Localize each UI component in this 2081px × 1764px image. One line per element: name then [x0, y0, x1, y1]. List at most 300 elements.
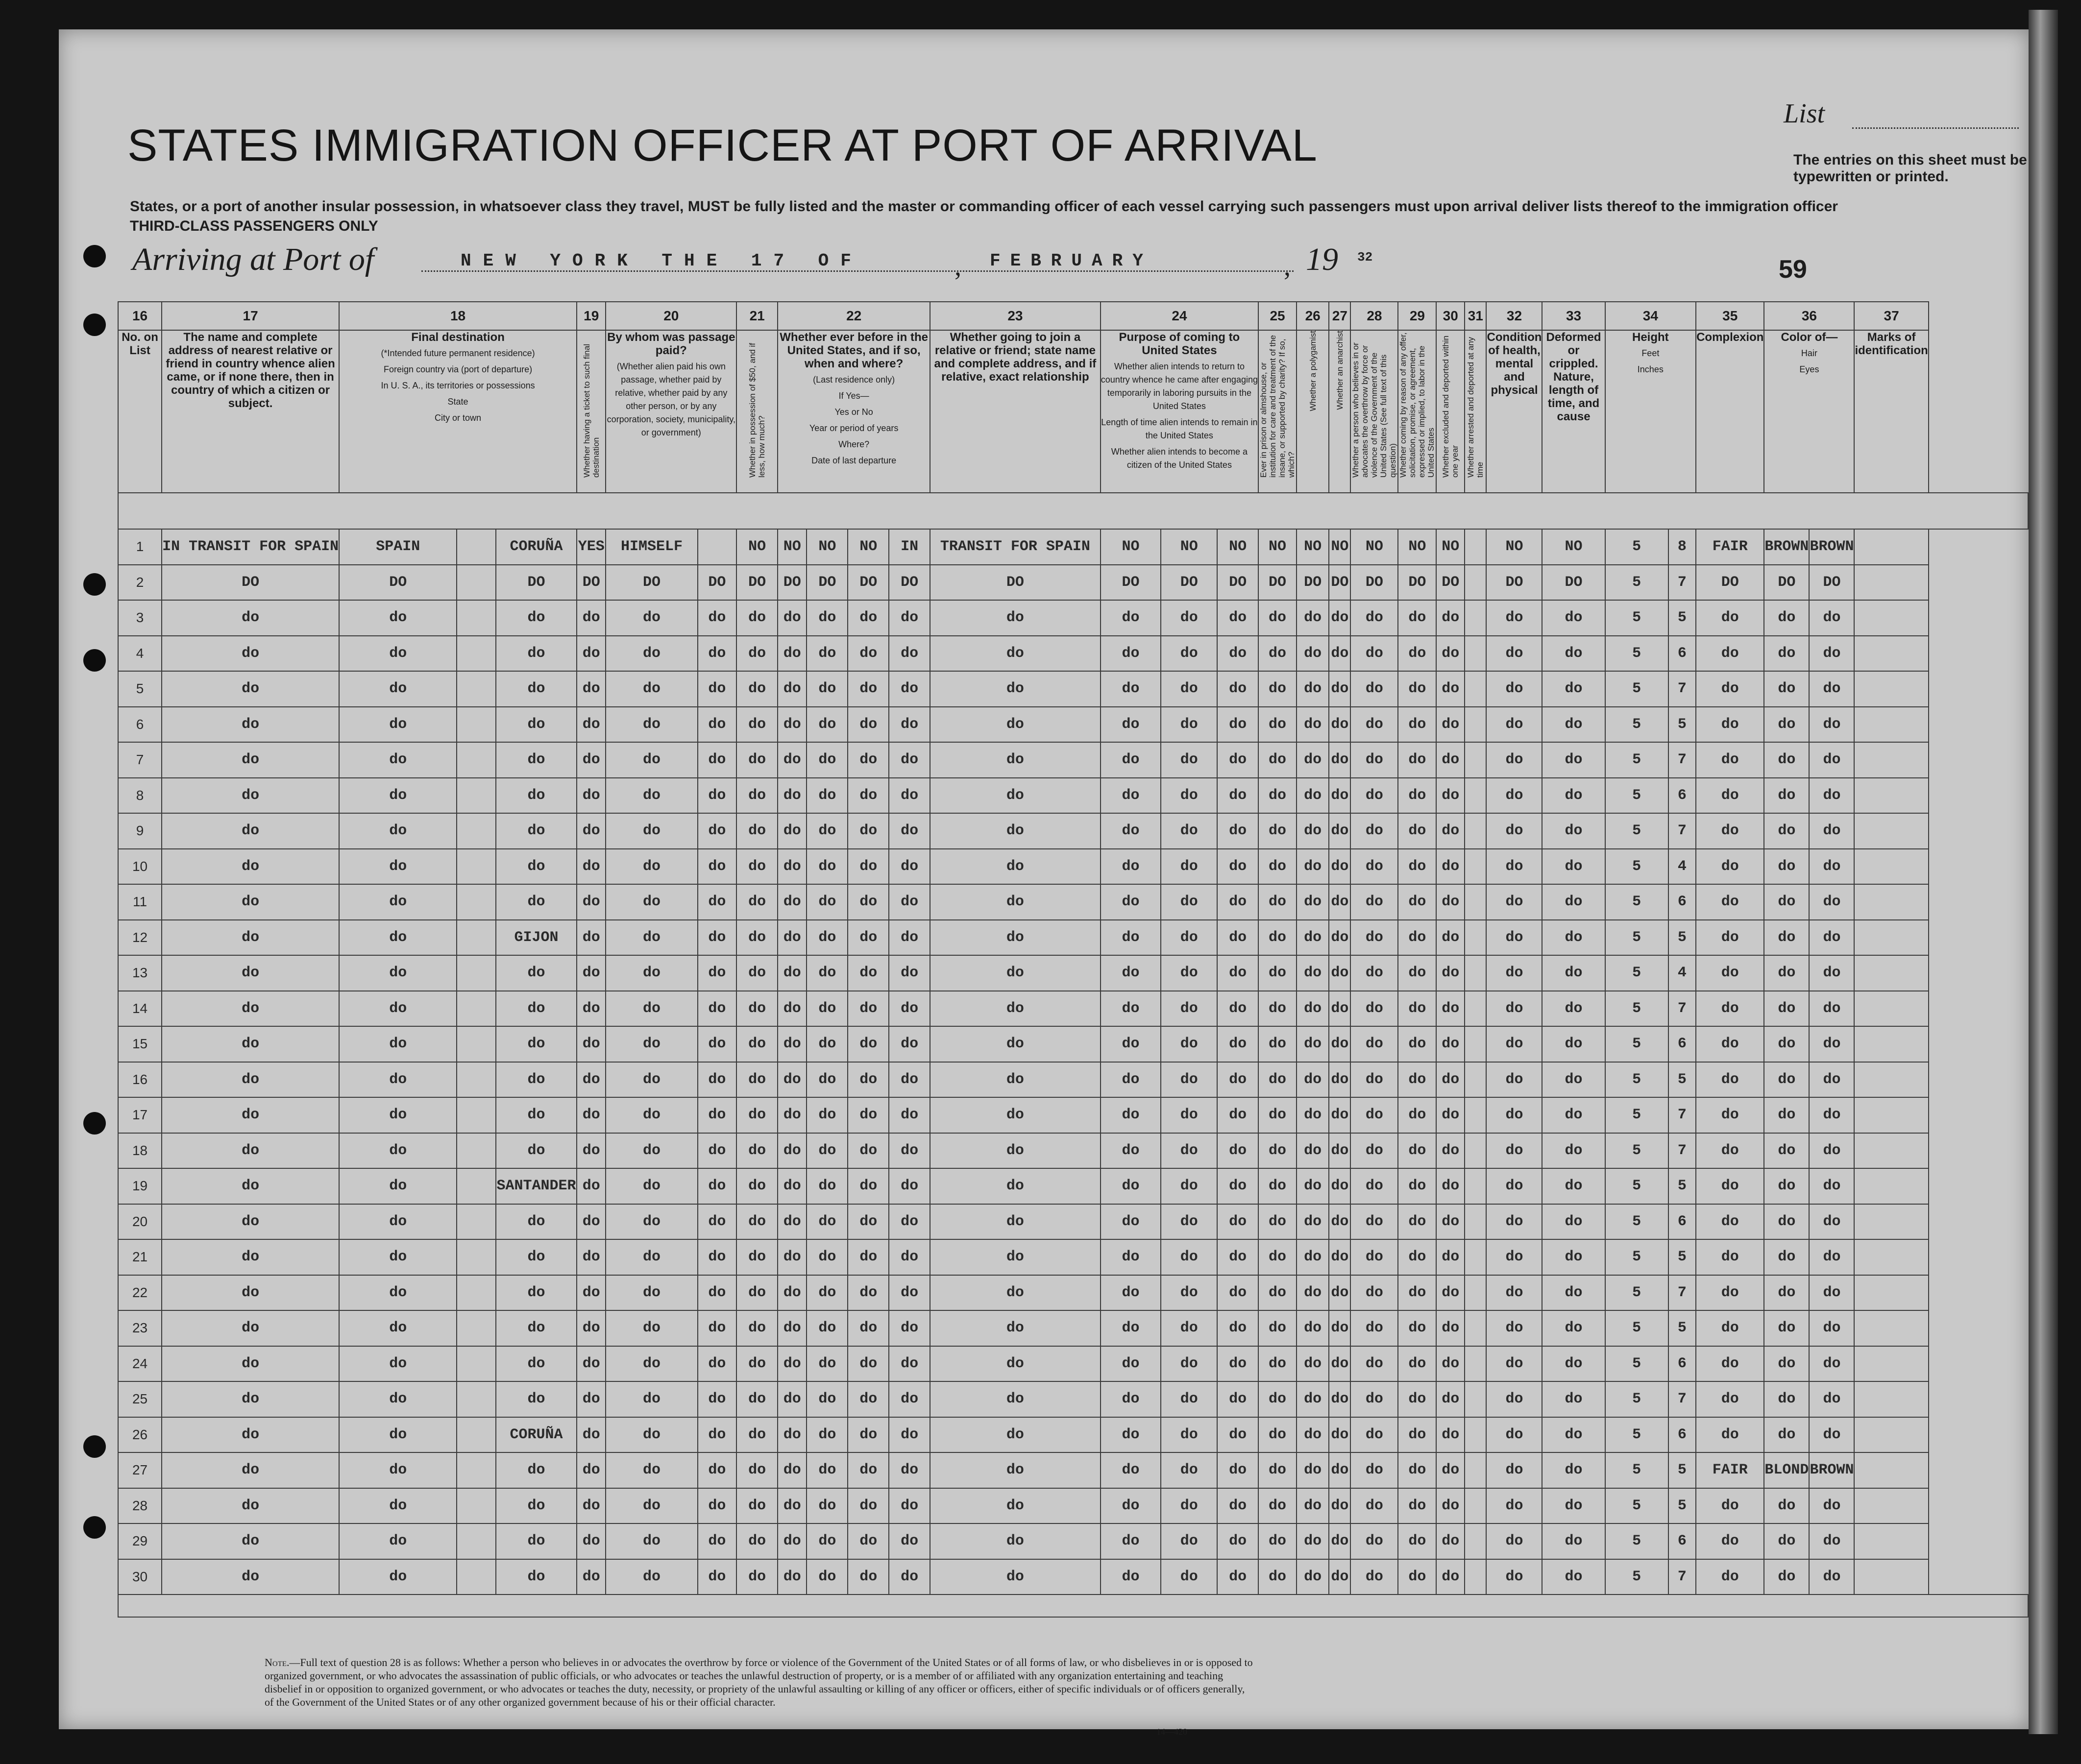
- cell-ticket: do: [577, 742, 606, 778]
- cell-departure: IN: [889, 529, 930, 565]
- cell-n: 21: [118, 1239, 162, 1275]
- cell-inches: 5: [1668, 1488, 1696, 1524]
- cell-p2: do: [1161, 600, 1217, 636]
- cell-c30: do: [1436, 1133, 1465, 1169]
- cell-money: do: [736, 1239, 778, 1275]
- col-number: 37: [1854, 302, 1928, 330]
- cell-p3: do: [1217, 1168, 1258, 1204]
- cell-health: do: [1486, 955, 1542, 991]
- cell-before: do: [778, 600, 807, 636]
- cell-marks: [1854, 600, 1928, 636]
- cell-departure: do: [889, 920, 930, 956]
- cell-state: [457, 884, 496, 920]
- table-end-cell: [118, 1595, 2028, 1617]
- cell-p1: do: [1101, 920, 1161, 956]
- cell-c30: do: [1436, 1310, 1465, 1346]
- cell-c29: do: [1398, 1488, 1436, 1524]
- cell-before: do: [778, 1523, 807, 1559]
- cell-c31: [1465, 991, 1486, 1027]
- cell-departure: do: [889, 813, 930, 849]
- cell-health: do: [1486, 1559, 1542, 1595]
- cell-c30: do: [1436, 849, 1465, 885]
- cell-money: do: [736, 1346, 778, 1382]
- cell-ticket: do: [577, 1239, 606, 1275]
- note-text: —Full text of question 28 is as follows: Whether a person who believes in or advocates the overthrow by force or violence of the Government of the United States or of all forms of law, or who disbelieves in or is opposed to organized government, or who advocates the assassination of public officials, or who advocates or teaches the unlawful destruction of property, or is a member of or affiliated with any organization entertaining and teaching disbelief in or opposition to organized government, or who advocates or teaches the duty, necessity, or propriety of the unlawful assaulting or killing of any officer or officers, either of specific individuals or of officers generally, of the Government of the United States or of any other organized government because of his or their official character.: [265, 1656, 1253, 1708]
- cell-c28: do: [1350, 671, 1398, 707]
- cell-health: do: [1486, 1523, 1542, 1559]
- cell-c29: do: [1398, 1026, 1436, 1062]
- cell-departure: do: [889, 742, 930, 778]
- cell-deformed: do: [1542, 1133, 1605, 1169]
- cell-health: do: [1486, 1310, 1542, 1346]
- cell-c26: NO: [1297, 529, 1329, 565]
- cell-city: do: [496, 1133, 577, 1169]
- cell-n: 16: [118, 1062, 162, 1098]
- table-row: [118, 955, 2028, 991]
- cell-joining: do: [930, 1559, 1101, 1595]
- cell-inches: 7: [1668, 813, 1696, 849]
- cell-p1: do: [1101, 991, 1161, 1027]
- cell-deformed: do: [1542, 1346, 1605, 1382]
- cell-relative: do: [162, 1062, 339, 1098]
- cell-deformed: do: [1542, 778, 1605, 814]
- cell-deformed: DO: [1542, 565, 1605, 601]
- cell-rel2: do: [698, 1452, 736, 1488]
- cell-inches: 6: [1668, 884, 1696, 920]
- cell-c29: do: [1398, 707, 1436, 743]
- cell-state: [457, 565, 496, 601]
- cell-inches: 7: [1668, 1133, 1696, 1169]
- cell-money: do: [736, 1204, 778, 1240]
- cell-paid: do: [606, 1523, 697, 1559]
- cell-eyes: do: [1809, 636, 1854, 672]
- cell-c29: do: [1398, 1239, 1436, 1275]
- cell-c29: do: [1398, 1559, 1436, 1595]
- cell-paid: do: [606, 1275, 697, 1311]
- cell-p2: do: [1161, 1026, 1217, 1062]
- cell-paid: do: [606, 991, 697, 1027]
- cell-rel2: do: [698, 1133, 736, 1169]
- list-label: List: [1784, 98, 1825, 129]
- cell-paid: do: [606, 1026, 697, 1062]
- cell-c31: [1465, 1346, 1486, 1382]
- heading-color: [1764, 330, 1854, 493]
- cell-departure: do: [889, 1275, 930, 1311]
- cell-c28: do: [1350, 1417, 1398, 1453]
- passenger-class: THIRD-CLASS PASSENGERS ONLY: [130, 218, 378, 234]
- cell-p2: do: [1161, 884, 1217, 920]
- cell-c31: [1465, 1417, 1486, 1453]
- cell-p3: do: [1217, 1275, 1258, 1311]
- cell-state: [457, 1523, 496, 1559]
- cell-via: do: [339, 884, 457, 920]
- cell-where: do: [848, 742, 889, 778]
- cell-marks: [1854, 1133, 1928, 1169]
- cell-eyes: do: [1809, 955, 1854, 991]
- cell-city: GIJON: [496, 920, 577, 956]
- cell-money: do: [736, 1381, 778, 1417]
- cell-n: 22: [118, 1275, 162, 1311]
- cell-p2: do: [1161, 813, 1217, 849]
- cell-where: do: [848, 1559, 889, 1595]
- cell-rel2: do: [698, 1275, 736, 1311]
- cell-ticket: do: [577, 1275, 606, 1311]
- cell-where: do: [848, 1488, 889, 1524]
- cell-c26: do: [1297, 778, 1329, 814]
- cell-years: do: [807, 849, 848, 885]
- cell-c27: do: [1329, 1204, 1350, 1240]
- heading-foreign-country: Foreign country via (port of departure): [383, 364, 533, 374]
- cell-p1: do: [1101, 1026, 1161, 1062]
- cell-n: 14: [118, 991, 162, 1027]
- cell-p3: do: [1217, 1523, 1258, 1559]
- cell-n: 10: [118, 849, 162, 885]
- cell-complexion: do: [1696, 1417, 1764, 1453]
- cell-complexion: do: [1696, 1275, 1764, 1311]
- cell-ticket: do: [577, 707, 606, 743]
- cell-ticket: do: [577, 1133, 606, 1169]
- cell-c28: do: [1350, 1381, 1398, 1417]
- heading-ever-before-title: Whether ever before in the United States, and if so, when and where?: [780, 331, 928, 370]
- cell-paid: do: [606, 1133, 697, 1169]
- col-number: 28: [1350, 302, 1398, 330]
- cell-before: do: [778, 1381, 807, 1417]
- cell-eyes: do: [1809, 1417, 1854, 1453]
- cell-c31: [1465, 1452, 1486, 1488]
- heading-feet: Feet: [1641, 348, 1660, 358]
- cell-money: do: [736, 955, 778, 991]
- heading-last-departure: Date of last departure: [811, 456, 897, 465]
- heading-excluded: [1436, 330, 1465, 493]
- cell-deformed: do: [1542, 707, 1605, 743]
- cell-p1: do: [1101, 1097, 1161, 1133]
- cell-ticket: do: [577, 1062, 606, 1098]
- cell-n: 28: [118, 1488, 162, 1524]
- cell-p1: do: [1101, 1310, 1161, 1346]
- cell-state: [457, 1346, 496, 1382]
- cell-deformed: do: [1542, 1204, 1605, 1240]
- cell-before: do: [778, 1488, 807, 1524]
- cell-c29: do: [1398, 920, 1436, 956]
- cell-marks: [1854, 1381, 1928, 1417]
- cell-money: do: [736, 1062, 778, 1098]
- cell-c26: do: [1297, 955, 1329, 991]
- heading-purpose-title: Purpose of coming to United States: [1119, 331, 1240, 357]
- cell-p3: NO: [1217, 529, 1258, 565]
- cell-city: do: [496, 1523, 577, 1559]
- year-suffix: 32: [1357, 250, 1373, 265]
- cell-money: do: [736, 1168, 778, 1204]
- cell-health: do: [1486, 884, 1542, 920]
- cell-p3: do: [1217, 636, 1258, 672]
- cell-relative: do: [162, 742, 339, 778]
- cell-years: do: [807, 955, 848, 991]
- cell-rel2: do: [698, 813, 736, 849]
- col-number: 21: [736, 302, 778, 330]
- cell-where: do: [848, 1346, 889, 1382]
- cell-c30: do: [1436, 920, 1465, 956]
- cell-years: do: [807, 813, 848, 849]
- cell-marks: [1854, 671, 1928, 707]
- cell-years: do: [807, 1275, 848, 1311]
- cell-relative: do: [162, 849, 339, 885]
- cell-c28: do: [1350, 813, 1398, 849]
- cell-joining: do: [930, 884, 1101, 920]
- cell-where: do: [848, 1381, 889, 1417]
- cell-c31: [1465, 671, 1486, 707]
- cell-c28: do: [1350, 636, 1398, 672]
- cell-departure: do: [889, 778, 930, 814]
- cell-c30: do: [1436, 955, 1465, 991]
- cell-deformed: do: [1542, 742, 1605, 778]
- cell-city: do: [496, 1452, 577, 1488]
- cell-p1: do: [1101, 884, 1161, 920]
- cell-c25: do: [1258, 920, 1297, 956]
- cell-departure: do: [889, 1204, 930, 1240]
- cell-c31: [1465, 778, 1486, 814]
- cell-relative: do: [162, 1097, 339, 1133]
- cell-rel2: do: [698, 991, 736, 1027]
- cell-ticket: do: [577, 813, 606, 849]
- cell-p2: do: [1161, 778, 1217, 814]
- cell-years: do: [807, 600, 848, 636]
- cell-feet: 5: [1605, 1417, 1668, 1453]
- manifest-sheet: [59, 29, 2029, 1737]
- cell-p2: do: [1161, 636, 1217, 672]
- cell-health: do: [1486, 813, 1542, 849]
- cell-n: 26: [118, 1417, 162, 1453]
- cell-c27: do: [1329, 1133, 1350, 1169]
- cell-where: do: [848, 1417, 889, 1453]
- cell-years: do: [807, 1310, 848, 1346]
- heading-complexion: Complexion: [1696, 330, 1764, 493]
- cell-paid: do: [606, 849, 697, 885]
- cell-joining: do: [930, 1204, 1101, 1240]
- cell-c27: do: [1329, 636, 1350, 672]
- cell-relative: do: [162, 991, 339, 1027]
- cell-n: 15: [118, 1026, 162, 1062]
- cell-ticket: do: [577, 920, 606, 956]
- cell-p1: do: [1101, 1062, 1161, 1098]
- page-title: STATES IMMIGRATION OFFICER AT PORT OF ARRIVAL: [127, 121, 1318, 170]
- cell-ticket: do: [577, 1097, 606, 1133]
- cell-p1: do: [1101, 1204, 1161, 1240]
- cell-joining: do: [930, 1488, 1101, 1524]
- cell-feet: 5: [1605, 1133, 1668, 1169]
- cell-p3: do: [1217, 813, 1258, 849]
- cell-rel2: do: [698, 1026, 736, 1062]
- cell-rel2: do: [698, 671, 736, 707]
- cell-paid: do: [606, 742, 697, 778]
- cell-via: do: [339, 1381, 457, 1417]
- cell-n: 11: [118, 884, 162, 920]
- cell-inches: 7: [1668, 1559, 1696, 1595]
- heading-health: Condition of health, mental and physical: [1486, 330, 1542, 493]
- cell-via: do: [339, 1417, 457, 1453]
- cell-relative: DO: [162, 565, 339, 601]
- cell-money: do: [736, 600, 778, 636]
- heading-money: [736, 330, 778, 493]
- cell-c25: do: [1258, 1452, 1297, 1488]
- cell-departure: do: [889, 1417, 930, 1453]
- cell-years: do: [807, 1026, 848, 1062]
- cell-complexion: do: [1696, 1097, 1764, 1133]
- cell-hair: do: [1764, 955, 1809, 991]
- cell-city: SANTANDER: [496, 1168, 577, 1204]
- cell-years: do: [807, 1523, 848, 1559]
- cell-departure: do: [889, 1062, 930, 1098]
- cell-c26: do: [1297, 920, 1329, 956]
- cell-paid: do: [606, 1488, 697, 1524]
- cell-p1: do: [1101, 813, 1161, 849]
- passenger-rows: [118, 529, 2028, 1595]
- cell-ticket: do: [577, 884, 606, 920]
- cell-c26: do: [1297, 1488, 1329, 1524]
- cell-deformed: do: [1542, 1275, 1605, 1311]
- cell-where: do: [848, 778, 889, 814]
- cell-city: do: [496, 1310, 577, 1346]
- cell-c28: do: [1350, 707, 1398, 743]
- col-number: 23: [930, 302, 1101, 330]
- cell-marks: [1854, 1417, 1928, 1453]
- col-number: 29: [1398, 302, 1436, 330]
- cell-c27: do: [1329, 742, 1350, 778]
- cell-c27: do: [1329, 600, 1350, 636]
- cell-rel2: do: [698, 636, 736, 672]
- table-row: [118, 1062, 2028, 1098]
- cell-ticket: do: [577, 1310, 606, 1346]
- cell-departure: do: [889, 1346, 930, 1382]
- cell-p2: do: [1161, 1310, 1217, 1346]
- cell-deformed: NO: [1542, 529, 1605, 565]
- cell-hair: do: [1764, 636, 1809, 672]
- cell-c30: do: [1436, 1417, 1465, 1453]
- cell-n: 25: [118, 1381, 162, 1417]
- cell-p3: do: [1217, 1559, 1258, 1595]
- cell-eyes: do: [1809, 1346, 1854, 1382]
- cell-marks: [1854, 1488, 1928, 1524]
- heading-final-destination-sub: (*Intended future permanent residence): [381, 348, 535, 358]
- cell-where: NO: [848, 529, 889, 565]
- cell-c28: do: [1350, 920, 1398, 956]
- cell-via: do: [339, 849, 457, 885]
- cell-before: do: [778, 955, 807, 991]
- cell-via: SPAIN: [339, 529, 457, 565]
- cell-c29: do: [1398, 813, 1436, 849]
- cell-feet: 5: [1605, 1062, 1668, 1098]
- cell-deformed: do: [1542, 849, 1605, 885]
- table-row: [118, 742, 2028, 778]
- cell-relative: do: [162, 1310, 339, 1346]
- heading-ticket: [577, 330, 606, 493]
- cell-p2: do: [1161, 991, 1217, 1027]
- cell-city: do: [496, 1488, 577, 1524]
- cell-hair: do: [1764, 1062, 1809, 1098]
- cell-city: do: [496, 849, 577, 885]
- cell-ticket: YES: [577, 529, 606, 565]
- cell-state: [457, 707, 496, 743]
- cell-ticket: do: [577, 1204, 606, 1240]
- cell-city: do: [496, 636, 577, 672]
- cell-complexion: do: [1696, 1133, 1764, 1169]
- cell-before: do: [778, 1062, 807, 1098]
- table-row: [118, 600, 2028, 636]
- cell-ticket: do: [577, 1523, 606, 1559]
- cell-marks: [1854, 920, 1928, 956]
- cell-years: do: [807, 1381, 848, 1417]
- cell-ticket: do: [577, 1417, 606, 1453]
- cell-before: do: [778, 1452, 807, 1488]
- cell-inches: 7: [1668, 565, 1696, 601]
- cell-money: do: [736, 1559, 778, 1595]
- cell-health: NO: [1486, 529, 1542, 565]
- cell-via: do: [339, 920, 457, 956]
- cell-deformed: do: [1542, 1097, 1605, 1133]
- cell-state: [457, 742, 496, 778]
- cell-p2: do: [1161, 920, 1217, 956]
- cell-city: do: [496, 778, 577, 814]
- cell-where: do: [848, 884, 889, 920]
- cell-before: do: [778, 1097, 807, 1133]
- cell-c31: [1465, 529, 1486, 565]
- cell-complexion: do: [1696, 1488, 1764, 1524]
- cell-via: do: [339, 742, 457, 778]
- cell-eyes: do: [1809, 1381, 1854, 1417]
- cell-c25: do: [1258, 1026, 1297, 1062]
- cell-c28: do: [1350, 1523, 1398, 1559]
- cell-relative: do: [162, 955, 339, 991]
- cell-health: do: [1486, 920, 1542, 956]
- cell-c25: do: [1258, 1204, 1297, 1240]
- cell-where: do: [848, 1097, 889, 1133]
- table-row: [118, 671, 2028, 707]
- cell-p1: do: [1101, 671, 1161, 707]
- cell-feet: 5: [1605, 778, 1668, 814]
- cell-money: do: [736, 884, 778, 920]
- cell-departure: do: [889, 1168, 930, 1204]
- cell-joining: do: [930, 600, 1101, 636]
- cell-complexion: do: [1696, 600, 1764, 636]
- heading-purpose: [1101, 330, 1258, 493]
- cell-eyes: do: [1809, 849, 1854, 885]
- cell-n: 12: [118, 920, 162, 956]
- cell-paid: do: [606, 1381, 697, 1417]
- cell-rel2: do: [698, 1204, 736, 1240]
- heading-color-title: Color of—: [1781, 331, 1838, 344]
- cell-p2: do: [1161, 1168, 1217, 1204]
- cell-ticket: DO: [577, 565, 606, 601]
- header-spacer-row: [118, 493, 2028, 529]
- cell-joining: do: [930, 1381, 1101, 1417]
- cell-p1: do: [1101, 1133, 1161, 1169]
- cell-complexion: do: [1696, 920, 1764, 956]
- cell-feet: 5: [1605, 1275, 1668, 1311]
- cell-feet: 5: [1605, 529, 1668, 565]
- table-row: [118, 1417, 2028, 1453]
- cell-relative: do: [162, 707, 339, 743]
- arriving-label: Arriving at Port of: [132, 242, 374, 277]
- cell-p3: do: [1217, 1097, 1258, 1133]
- heading-ever-before: [778, 330, 930, 493]
- cell-paid: do: [606, 636, 697, 672]
- cell-c25: do: [1258, 884, 1297, 920]
- cell-c25: do: [1258, 991, 1297, 1027]
- cell-departure: do: [889, 600, 930, 636]
- cell-state: [457, 1062, 496, 1098]
- table-row: [118, 1559, 2028, 1595]
- cell-marks: [1854, 565, 1928, 601]
- cell-state: [457, 920, 496, 956]
